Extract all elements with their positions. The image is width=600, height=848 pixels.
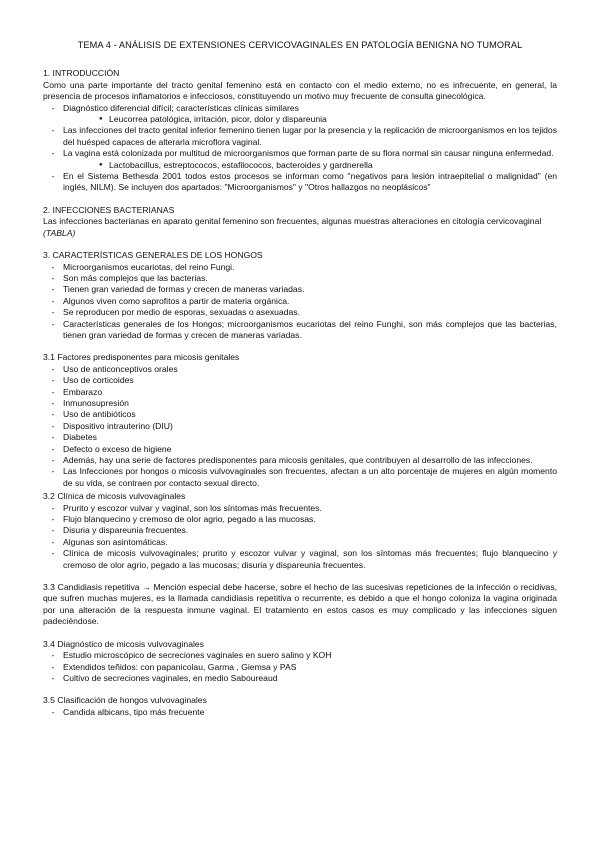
list-item: - Algunas son asintomáticas.: [43, 537, 557, 548]
list-item: - Flujo blanquecino y cremoso de olor agrio, pegado a las mucosas.: [43, 514, 557, 525]
list-item-text: Diagnóstico diferencial difícil; características clínicas similares: [63, 102, 299, 113]
document-page: [43, 40, 557, 729]
paragraph: 3.3 Candidiasis repetitiva → Mención especial debe hacerse, sobre el hecho de las sucesivas repeticiones de la infección o recidivas, que sufren muchas mujeres, es la llamada candidiasis repetitiva o recurrente, es debido a que el hongo coloniza la vagina originada por una alteración de la respuesta inmune vaginal. El tratamiento en estos casos es muy complicado y las infecciones siguen padeciéndose.: [43, 582, 557, 627]
list-item: [43, 103, 557, 126]
list-item: - Las infecciones del tracto genital inferior femenino tienen lugar por la presencia y la replicación de microorganismos en los tejidos del huésped capaces de alterarla microflora vaginal.: [43, 125, 557, 148]
list-item: - Las Infecciones por hongos o micosis vulvovaginales son frecuentes, afectan a un alto porcentaje de mujeres en algún momento de su vida, se contraen por contacto sexual directo.: [43, 466, 557, 489]
list-item: - Además, hay una serie de factores predisponentes para micosis genitales, que contribuyen al desarrollo de las infecciones.: [43, 455, 557, 466]
list-item: - Uso de corticoides: [43, 375, 557, 386]
bullet-list: [43, 650, 557, 684]
bullet-list: [43, 503, 557, 571]
list-item: - Algunos viven como saprofitos a partir de materia orgánica.: [43, 296, 557, 307]
list-item: - Son más complejos que las bacterias.: [43, 273, 557, 284]
bullet-list: [43, 707, 557, 718]
paragraph: Como una parte importante del tracto genital femenino está en contacto con el medio externo, no es infrecuente, en general, la presencia de procesos inflamatorios e infecciosos, constituyendo un motivo muy frecuente de consulta ginecológica.: [43, 79, 557, 102]
sub-bullet-list: [43, 160, 557, 171]
sub-list-item: ● Lactobacillus, estreptococos, estafilococos, bacteroides y gardnerella: [43, 160, 557, 171]
section-heading: 3.2 Clínica de micosis vulvovaginales: [43, 491, 186, 502]
list-item: - Inmunosupresión: [43, 398, 557, 409]
list-item: - Uso de antibióticos: [43, 409, 557, 420]
list-item: - Candida albicans, tipo más frecuente: [43, 707, 557, 718]
list-item: [43, 148, 557, 171]
document-title: TEMA 4 - ANÁLISIS DE EXTENSIONES CERVICOVAGINALES EN PATOLOGÍA BENIGNA NO TUMORAL: [77, 40, 523, 50]
list-item-text: La vagina está colonizada por multitud de microorganismos que forman parte de su flora normal sin causar ninguna enfermedad.: [63, 148, 554, 159]
list-item: - Clínica de micosis vulvovaginales; prurito y escozor vulvar y vaginal, son los síntomas más frecuentes; flujo blanquecino y cremoso de olor agrio, pegado a las mucosas; disuria y dispareunia frecuentes.: [43, 548, 557, 571]
list-item: - Dispositivo intrauterino (DIU): [43, 421, 557, 432]
section-infecciones-bacterianas: [43, 205, 557, 239]
section-introduccion: [43, 68, 557, 193]
list-item: - Estudio microscópico de secreciones vaginales en suero salino y KOH: [43, 650, 557, 661]
section-hongos: [43, 250, 557, 341]
sub-list-item: ● Leucorrea patológica, irritación, picor, dolor y dispareunia: [43, 114, 557, 125]
list-item: - Características generales de los Hongos; microorganismos eucariotas del reino Funghi, son más complejos que las bacterias, tienen gran variedad de formas y crecen de maneras variadas.: [43, 319, 557, 342]
list-item: - Cultivo de secreciones vaginales, en medio Saboureaud: [43, 673, 557, 684]
bullet-list: [43, 103, 557, 194]
sub-bullet-list: [43, 114, 557, 125]
list-item: - Se reproducen por medio de esporas, sexuadas o asexuadas.: [43, 307, 557, 318]
section-factores-predisponentes: [43, 352, 557, 489]
bullet-list: [43, 364, 557, 489]
section-heading: 3.5 Clasificación de hongos vulvovaginales: [43, 695, 207, 706]
table-note: (TABLA): [43, 227, 76, 238]
list-item: - Embarazo: [43, 387, 557, 398]
section-clinica-micosis: [43, 491, 557, 571]
paragraph: Las infecciones bacterianas en aparato genital femenino son frecuentes, algunas muestras alteraciones en citología cervicovaginal: [43, 216, 542, 227]
list-item: - Uso de anticonceptivos orales: [43, 364, 557, 375]
section-clasificacion-hongos: [43, 695, 557, 718]
section-candidiasis-repetitiva: [43, 582, 557, 628]
list-item: - En el Sistema Bethesda 2001 todos estos procesos se informan como "negativos para lesión intraepitelial o malignidad" (en inglés, NILM). Se incluyen dos apartados: "Microorganismos" y "Otros hallazgos no neoplásicos": [43, 171, 557, 194]
list-item: - Extendidos teñidos: con papanicolau, Garma , Giemsa y PAS: [43, 662, 557, 673]
list-item: - Tienen gran variedad de formas y crecen de maneras variadas.: [43, 284, 557, 295]
list-item: - Disuria y dispareunia frecuentes.: [43, 525, 557, 536]
section-heading: 3.1 Factores predisponentes para micosis genitales: [43, 352, 240, 363]
list-item: - Prurito y escozor vulvar y vaginal, son los síntomas más frecuentes.: [43, 503, 557, 514]
section-heading: 1. INTRODUCCIÓN: [43, 68, 120, 79]
list-item: - Diabetes: [43, 432, 557, 443]
list-item: - Defecto o exceso de higiene: [43, 444, 557, 455]
section-diagnostico-micosis: [43, 639, 557, 685]
section-heading: 3.4 Diagnóstico de micosis vulvovaginales: [43, 638, 204, 649]
section-heading: 2. INFECCIONES BACTERIANAS: [43, 204, 175, 215]
section-heading: 3. CARACTERÍSTICAS GENERALES DE LOS HONGOS: [43, 250, 263, 261]
bullet-list: [43, 262, 557, 342]
list-item: - Microorganismos eucariotas, del reino Fungi.: [43, 262, 557, 273]
